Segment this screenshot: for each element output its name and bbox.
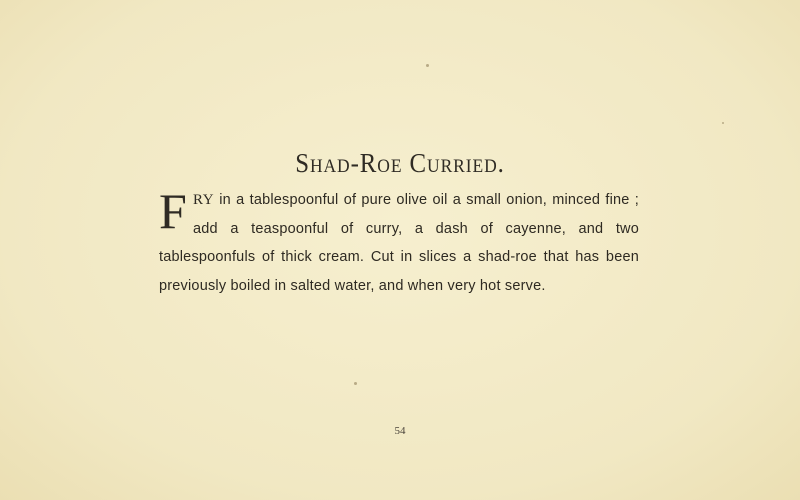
paper-speck (722, 122, 724, 124)
recipe-body (159, 183, 639, 300)
page-number: 54 (394, 425, 406, 437)
recipe-title: Shad-Roe Curried. (295, 148, 505, 178)
drop-cap-letter: F (159, 183, 188, 239)
paper-speck (354, 382, 357, 385)
lead-in-text: RY (193, 192, 215, 208)
paper-speck (426, 64, 429, 67)
recipe-text: in a tablespoonful of pure olive oil a small onion, minced fine ; add a teaspoonful of curry, a dash of cayenne, and two tablespoonfuls of thick cream. Cut in slices a shad-roe that has been previously boiled in salted water, and when very hot serve. (159, 192, 639, 294)
